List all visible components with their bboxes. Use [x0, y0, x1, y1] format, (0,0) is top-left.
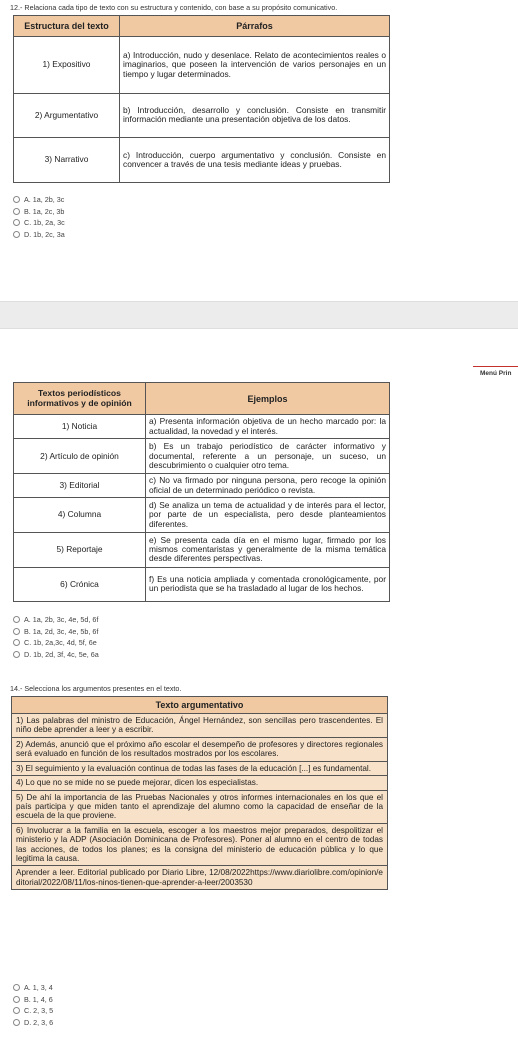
q13-right-c: c) No va firmado por ninguna persona, pero recoge la opinión oficial de un determinado periódico o revista.	[146, 474, 390, 498]
option-label: A. 1, 3, 4	[24, 983, 53, 993]
argumentative-text-title: Texto argumentativo	[12, 697, 387, 714]
q14-option-d[interactable]	[13, 1017, 53, 1029]
option-label: A. 1a, 2b, 3c	[24, 195, 65, 205]
q13-right-a: a) Presenta información objetiva de un hecho marcado por: la actualidad, la novedad y el interés.	[146, 415, 390, 439]
argument-paragraph-2: 2) Además, anunció que el próximo año escolar el desempeño de profesores y directores regionales será evaluado en función de los resultados mostrados por los escolares.	[12, 738, 387, 762]
q12-left-2: 2) Argumentativo	[14, 93, 120, 138]
radio-button[interactable]	[13, 231, 20, 238]
radio-button[interactable]	[13, 219, 20, 226]
q12-header-structure: Estructura del texto	[14, 16, 120, 37]
q14-options	[13, 982, 53, 1028]
option-label: C. 1b, 2a, 3c	[24, 218, 65, 228]
menu-accent-line	[473, 366, 518, 367]
q14-option-a[interactable]	[13, 982, 53, 994]
option-label: B. 1a, 2d, 3c, 4e, 5b, 6f	[24, 626, 99, 636]
q13-options	[13, 614, 99, 660]
q13-right-b: b) Es un trabajo periodístico de carácter informativo y documental, referente a un personaje, un suceso, un descubrimiento o cualquier otro tema.	[146, 439, 390, 474]
argument-paragraph-4: 4) Lo que no se mide no se puede mejorar, dicen los especialistas.	[12, 776, 387, 790]
q13-option-b[interactable]	[13, 626, 99, 638]
radio-button[interactable]	[13, 616, 20, 623]
q13-left-3: 3) Editorial	[14, 474, 146, 498]
q12-left-1: 1) Expositivo	[14, 37, 120, 93]
q12-option-d[interactable]	[13, 229, 65, 241]
option-label: D. 1b, 2d, 3f, 4c, 5e, 6a	[24, 650, 99, 660]
radio-button[interactable]	[13, 984, 20, 991]
q13-table	[13, 382, 390, 602]
q13-left-1: 1) Noticia	[14, 415, 146, 439]
argumentative-text-box	[11, 696, 388, 890]
section-divider	[0, 301, 518, 329]
option-label: C. 1b, 2a,3c, 4d, 5f, 6e	[24, 638, 97, 648]
q13-left-2: 2) Artículo de opinión	[14, 439, 146, 474]
radio-button[interactable]	[13, 1007, 20, 1014]
q13-option-c[interactable]	[13, 637, 99, 649]
option-label: A. 1a, 2b, 3c, 4e, 5d, 6f	[24, 615, 99, 625]
argument-paragraph-1: 1) Las palabras del ministro de Educación, Ángel Hernández, son sencillas pero trascendentes. El niño debe aprender a leer y a escribir.	[12, 714, 387, 738]
source-citation: Aprender a leer. Editorial publicado por Diario Libre, 12/08/2022https://www.diariolibre.com/opinion/editorial/2022/08/11/los-ninos-tienen-que-aprender-a-leer/2003530	[16, 868, 383, 887]
radio-button[interactable]	[13, 1019, 20, 1026]
radio-button[interactable]	[13, 208, 20, 215]
q14-option-c[interactable]	[13, 1005, 53, 1017]
q13-header-examples: Ejemplos	[146, 383, 390, 415]
radio-button[interactable]	[13, 196, 20, 203]
option-label: B. 1a, 2c, 3b	[24, 206, 65, 216]
q12-table	[13, 15, 390, 183]
q13-header-types: Textos periodísticos informativos y de opinión	[14, 383, 146, 415]
q13-right-e: e) Se presenta cada día en el mismo lugar, firmado por los mismos comentaristas y generalmente de la misma temática desde diferentes perspectivas.	[146, 532, 390, 567]
q12-left-3: 3) Narrativo	[14, 138, 120, 183]
q12-header-paragraphs: Párrafos	[120, 16, 390, 37]
q13-right-f: f) Es una noticia ampliada y comentada cronológicamente, por un periodista que se ha trasladado al lugar de los hechos.	[146, 567, 390, 601]
argument-paragraph-3: 3) El seguimiento y la evaluación continua de todas las fases de la educación [...] es fundamental.	[12, 762, 387, 776]
option-label: B. 1, 4, 6	[24, 994, 53, 1004]
argument-paragraph-6: 6) Involucrar a la familia en la escuela, escoger a los maestros mejor preparados, despolitizar el ministerio y la ADP (Asociación Dominicana de Profesores). Poner al alumno en el centro de todas las acciones, de todos los planes; es la consigna del ministerio de educación pública y lo que legitima la causa.	[12, 824, 387, 867]
option-label: D. 1b, 2c, 3a	[24, 230, 65, 240]
q13-left-6: 6) Crónica	[14, 567, 146, 601]
argument-paragraph-5: 5) De ahí la importancia de las Pruebas Nacionales y otros informes internacionales en los que el país participa y que miden tanto el aprendizaje del alumno como la capacidad de enseñar de la escuela de la que proviene.	[12, 791, 387, 824]
radio-button[interactable]	[13, 639, 20, 646]
question-12-title: 12.- Relaciona cada tipo de texto con su estructura y contenido, con base a su propósito comunicativo.	[10, 3, 338, 12]
q12-right-b: b) Introducción, desarrollo y conclusión. Consiste en transmitir información mediante una presentación objetiva de los datos.	[120, 93, 390, 138]
q14-option-b[interactable]	[13, 994, 53, 1006]
radio-button[interactable]	[13, 651, 20, 658]
q13-left-5: 5) Reportaje	[14, 532, 146, 567]
radio-button[interactable]	[13, 628, 20, 635]
q13-option-d[interactable]	[13, 649, 99, 661]
q13-left-4: 4) Columna	[14, 498, 146, 533]
q12-right-a: a) Introducción, nudo y desenlace. Relato de acontecimientos reales o imaginarios, que poseen la intervención de varios personajes en un tiempo y lugar determinados.	[120, 37, 390, 93]
q12-option-a[interactable]	[13, 194, 65, 206]
q12-right-c: c) Introducción, cuerpo argumentativo y conclusión. Consiste en convencer a través de una tesis mediante ideas y pruebas.	[120, 138, 390, 183]
q12-options	[13, 194, 65, 240]
q12-option-b[interactable]	[13, 206, 65, 218]
q12-option-c[interactable]	[13, 217, 65, 229]
q13-option-a[interactable]	[13, 614, 99, 626]
option-label: C. 2, 3, 5	[24, 1006, 54, 1016]
radio-button[interactable]	[13, 996, 20, 1003]
option-label: D. 2, 3, 6	[24, 1018, 54, 1028]
main-menu-link[interactable]: Menú Prin	[480, 370, 512, 377]
q13-right-d: d) Se analiza un tema de actualidad y de interés para el lector, por parte de un especialista, pero desde planteamientos diferentes.	[146, 498, 390, 533]
question-14-title: 14.- Selecciona los argumentos presentes en el texto.	[10, 684, 182, 693]
